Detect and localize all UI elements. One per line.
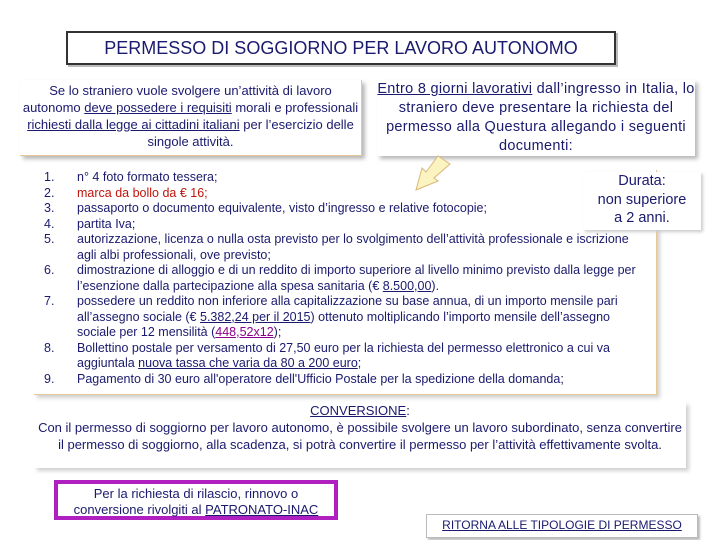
list-number: 6. [44,263,55,277]
back-to-permits-button[interactable] [426,514,698,538]
requirements-underline-1: deve possedere i requisiti [84,100,232,115]
tax-underline: nuova tassa che varia da 80 a 200 euro [138,356,358,370]
list-item [44,232,644,263]
patronato-text: Per la richiesta di rilascio, rinnovo o conversione rivolgiti al [73,486,299,517]
list-number: 5. [44,232,55,246]
conversion-text: Con il permesso di soggiorno per lavoro autonomo, è possibile svolgere un lavoro subordinato, senza convertire il permesso di soggiorno, alla scadenza, si potrà convertire il permesso per l’attività effettivamente svolta. [38,420,682,452]
duration-box [583,172,701,230]
list-number: 9. [44,371,55,386]
list-text: autorizzazione, licenza o nulla osta previsto per lo svolgimento dell’attività professionale e iscrizione agli albi professionali, ove previsto; [77,232,629,262]
deadline-box [377,80,695,156]
patronato-link[interactable]: PATRONATO-INAC [205,502,319,517]
list-text [77,263,644,294]
conversion-title [34,402,686,419]
list-text-part: ; [357,356,362,370]
list-text-part: Bollettino postale per versamento di 27,50 euro per la richiesta del permesso elettronico a cui va aggiuntala [77,340,610,370]
list-item [44,201,644,217]
requirements-text-1: Se lo straniero vuole svolgere un’attività di lavoro autonomo [22,83,332,115]
list-text: marca da bollo da € 16; [77,185,208,200]
list-item [44,294,644,341]
deadline-underline: Entro 8 giorni lavorativi [377,81,533,97]
list-number: 4. [44,216,55,231]
requirements-box [20,80,362,156]
conversion-title-colon: : [406,403,410,418]
list-text: partita Iva; [77,216,136,231]
list-text: n° 4 foto formato tessera; [77,170,218,184]
list-item [44,372,644,388]
page-title: PERMESSO DI SOGGIORNO PER LAVORO AUTONOMO [66,31,616,65]
list-number: 8. [44,340,55,355]
list-text-part: ); [273,325,282,339]
requirements-text-3: per l’esercizio delle singole attività. [147,117,354,149]
list-text [77,294,644,341]
requirements-underline-2: richiesti dalla legge ai cittadini italiani [27,117,240,132]
duration-line: Durata: [618,173,666,189]
list-text: passaporto o documento equivalente, visto d’ingresso e relative fotocopie; [77,201,487,215]
conversion-title-text: CONVERSIONE [310,403,407,418]
patronato-box [54,480,338,520]
list-text [77,341,644,372]
amount-underline: 5.382,24 per il 2015 [200,309,311,324]
conversion-box [34,402,686,468]
list-item [44,170,644,186]
deadline-text: dall’ingresso in Italia, lo straniero deve presentare la richiesta del permesso alla Questura allegando i seguenti documenti: [386,81,695,154]
documents-list [44,170,644,387]
duration-line: non superiore [597,191,687,208]
amount-underline: 8.500,00 [382,278,432,293]
requirements-text-2: morali e professionali [231,100,359,115]
list-number: 2. [44,185,55,200]
list-item [44,186,644,202]
list-text-part: possedere un reddito non inferiore alla capitalizzazione su base annua, di un importo mensile pari all’assegno sociale (€ [77,294,618,324]
list-item [44,341,644,372]
list-text: Pagamento di 30 euro all'operatore dell'Ufficio Postale per la spedizione della domanda; [77,371,564,386]
list-text-part: ). [431,278,440,293]
duration-line: a 2 anni. [614,210,670,226]
back-to-permits-label: RITORNA ALLE TIPOLOGIE DI PERMESSO [442,518,682,532]
list-number: 1. [44,170,55,184]
list-number: 7. [44,294,55,308]
calc-underline: 448,52x12 [215,325,274,339]
list-item [44,217,644,233]
list-number: 3. [44,201,55,215]
list-item [44,263,644,294]
list-text-part: ) ottenuto moltiplicando l’importo mensile dell’assegno sociale per 12 mensilità ( [77,309,610,339]
list-text-part: dimostrazione di alloggio e di un reddito di importo superiore al livello minimo previsto dalla legge per l’esenzione dalla partecipazione alla spesa sanitaria (€ [77,263,636,293]
